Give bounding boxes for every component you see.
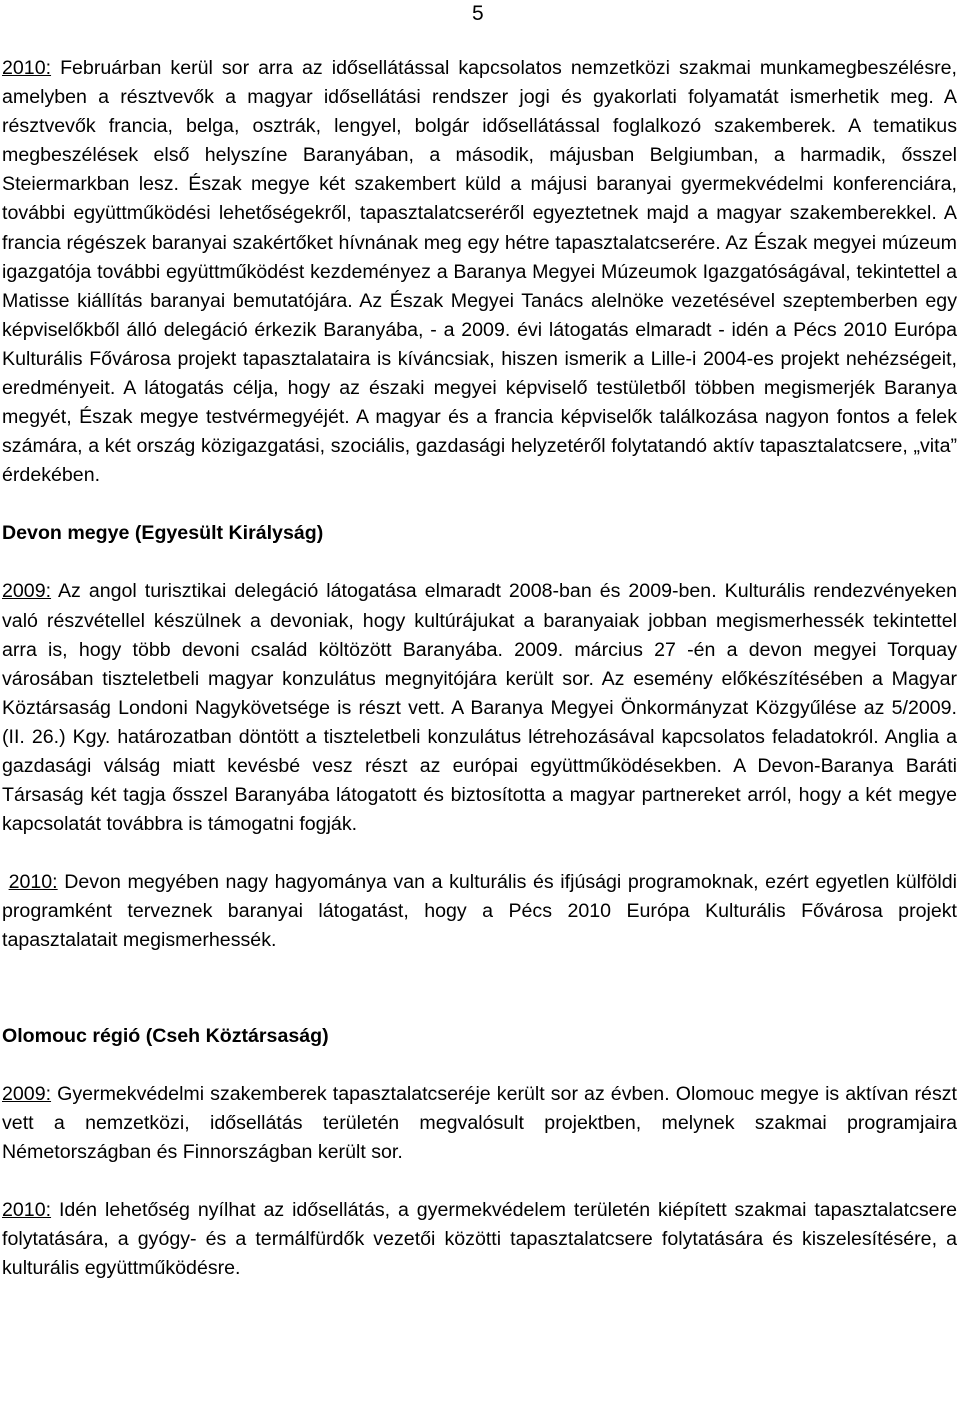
paragraph-text: Devon megyében nagy hagyománya van a kulturális és ifjúsági programoknak, ezért egyetlen külföldi programként terveznek baranyai látogatást, hogy a Pécs 2010 Európa Kulturális Fővárosa projekt tapasztalatait megismerhessék. (2, 871, 957, 952)
paragraph-2010-intro (2, 54, 957, 490)
section-heading-devon: Devon megye (Egyesült Királyság) (2, 522, 324, 545)
paragraph-text: Februárban kerül sor arra az idősellátással kapcsolatos nemzetközi szakmai munkamegbeszélésre, amelyben a résztvevők a magyar idősellátási rendszer jogi és gyakorlati folyamatát ismerhetik meg. A résztvevők francia, belga, osztrák, lengyel, bolgár idősellátással foglalkozó szakemberek. A tematikus megbeszélések első helyszíne Baranyában, a második, májusban Belgiumban, a harmadik, ősszel Steiermarkban lesz. Észak megye két szakembert küld a májusi baranyai gyermekvédelmi konferenciára, további együttműködési lehetőségekről, tapasztalatcseréről egyeztetnek majd a magyar szakemberekkel. A francia régészek baranyai szakértőket hívnának meg egy hétre tapasztalatcserére. Az Észak megyei múzeum igazgatója további együttműködést kezdeményez a Baranya Megyei Múzeumok Igazgatóságával, tekintettel a Matisse kiállítás baranyai bemutatójára. Az Észak Megyei Tanács alelnöke vezetésével szeptemberben egy képviselőkből álló delegáció érkezik Baranyába, - a 2009. évi látogatás elmaradt - idén a Pécs 2010 Európa Kulturális Fővárosa projekt tapasztalataira is kíváncsiak, hiszen ismerik a Lille-i 2004-es projekt nehézségeit, eredményeit. A látogatás célja, hogy az északi megyei képviselő testületből többen megismerjék Baranya megyét, Észak megye testvérmegyéjét. A magyar és a francia képviselők találkozása nagyon fontos a felek számára, a két ország közigazgatási, szociális, gazdasági helyzetéről folytatandó aktív tapasztalatcsere, „vita” érdekében. (2, 57, 957, 487)
year-label: 2010: (8, 871, 58, 894)
year-label: 2010: (2, 57, 52, 79)
year-label: 2010: (2, 1198, 52, 1221)
paragraph-text: Az angol turisztikai delegáció látogatása elmaradt 2008-ban és 2009-ben. Kulturális rendezvényeken való részvétellel készülnek a devoniak, hogy kultúrájukat a baranyaiak jobban megismerhessék tekintettel arra is, hogy több devoni család költözött Baranyába. 2009. március 27 -én a devon megyei Torquay városában tiszteletbeli magyar konzulátus megnyitójára került sor. Az esemény előkészítésében a Magyar Köztársaság Londoni Nagykövetsége is részt vett. A Baranya Megyei Önkormányzat Közgyűlése az 5/2009. (II. 26.) Kgy. határozatban döntött a tiszteletbeli konzulátus létrehozásával kapcsolatos feladatokról. Anglia a gazdasági válság miatt kevésbé vesz részt az európai együttműködésekben. A Devon-Baranya Baráti Társaság két tagja ősszel Baranyába látogatott és biztosította a magyar partnereket arról, hogy a két megye kapcsolatát továbbra is támogatni fogják. (2, 580, 957, 836)
paragraph-text: Gyermekvédelmi szakemberek tapasztalatcseréje került sor az évben. Olomouc megye is aktívan részt vett a nemzetközi, idősellátás területén megvalósult projektben, melynek szakmai programjaira Németországban és Finnországban került sor. (2, 1082, 957, 1163)
document-body (2, 54, 957, 1283)
paragraph-devon-2010 (2, 868, 957, 955)
paragraph-olomouc-2009 (2, 1080, 957, 1167)
paragraph-devon-2009 (2, 577, 957, 839)
page-number: 5 (472, 2, 484, 25)
paragraph-olomouc-2010 (2, 1196, 957, 1283)
year-label: 2009: (2, 580, 52, 603)
paragraph-text: Idén lehetőség nyílhat az idősellátás, a gyermekvédelem területén kiépített szakmai tapasztalatcsere folytatására, a gyógy- és a termálfürdők vezetői közötti tapasztalatcsere folytatására és kiszelesítésére, a kulturális együttműködésre. (2, 1198, 957, 1279)
year-label: 2009: (2, 1082, 52, 1105)
section-heading-olomouc: Olomouc régió (Cseh Köztársaság) (2, 1024, 329, 1047)
